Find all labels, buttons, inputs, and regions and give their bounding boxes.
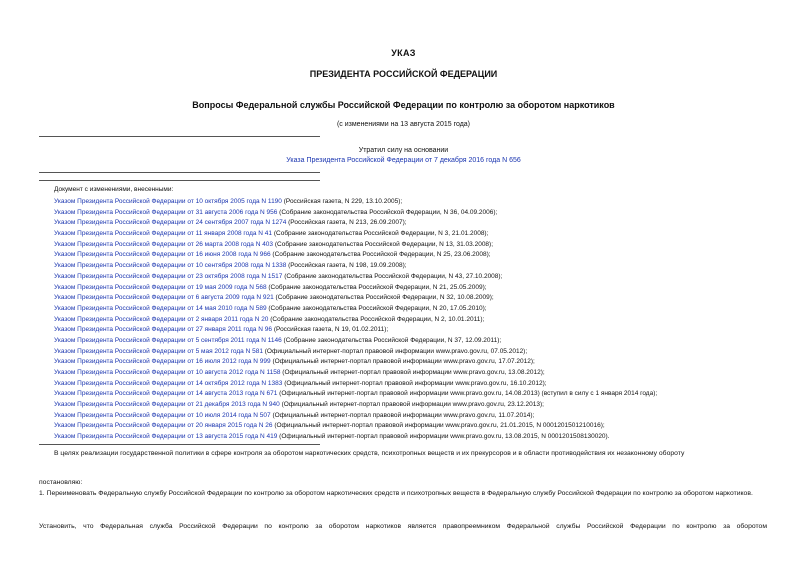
amendment-source: (Российская газета, N 19, 01.02.2011); [272,326,389,334]
amendment-item [54,357,657,368]
separator-line [39,136,320,137]
amendment-source: (Собрание законодательства Российской Федерации, N 2, 10.01.2011); [268,315,485,323]
amendment-source: (Российская газета, N 229, 13.10.2005); [281,198,403,205]
amendment-link[interactable]: Указом Президента Российской Федерации от 10 октября 2005 года N 1190 [54,198,282,205]
amendment-item [54,336,657,347]
amendment-source: (Собрание законодательства Российской Федерации, N 43, 27.10.2008); [282,272,503,280]
amendment-source: (Собрание законодательства Российской Федерации, N 37, 12.09.2011); [281,336,502,344]
amendment-source: (Собрание законодательства Российской Федерации, N 36, 04.09.2006); [277,208,498,216]
amendment-link[interactable]: Указом Президента Российской Федерации от 5 сентября 2011 года N 1146 [54,336,282,344]
amendment-item [54,218,657,229]
amendment-source: (Официальный интернет-портал правовой информации www.pravo.gov.ru, 11.07.2014); [270,411,535,419]
amendment-link[interactable]: Указом Президента Российской Федерации от 13 августа 2015 года N 419 [54,433,278,441]
amendment-source: (Официальный интернет-портал правовой информации www.pravo.gov.ru, 17.07.2012); [270,358,535,366]
amendment-item [54,229,657,240]
amendment-item [54,272,657,283]
amendment-link[interactable]: Указом Президента Российской Федерации от 20 января 2015 года N 26 [54,422,273,430]
amendment-item [54,208,657,219]
amendment-source: (Официальный интернет-портал правовой информации www.pravo.gov.ru, 13.08.2015, N 0001201508130020). [277,433,610,441]
amendment-source: (Собрание законодательства Российской Федерации, N 32, 10.08.2009); [273,294,494,302]
amendment-link[interactable]: Указом Президента Российской Федерации от 31 августа 2006 года N 956 [54,208,278,216]
amendment-item [54,347,657,358]
amendment-source: (Официальный интернет-портал правовой информации www.pravo.gov.ru, 07.05.2012); [262,347,528,355]
amendment-link[interactable]: Указом Президента Российской Федерации от 14 октября 2012 года N 1383 [54,379,283,387]
amendment-source: (Официальный интернет-портал правовой информации www.pravo.gov.ru, 21.01.2015, N 0001201501210016); [272,422,605,430]
amendment-link[interactable]: Указом Президента Российской Федерации от 10 августа 2012 года N 1158 [54,369,281,376]
revision-note: (с изменениями на 13 августа 2015 года) [336,121,471,128]
amendment-source: (Российская газета, N 213, 26.09.2007); [286,219,407,227]
amendment-link[interactable]: Указом Президента Российской Федерации от 27 января 2011 года N 96 [54,326,273,334]
amendment-link[interactable]: Указом Президента Российской Федерации от 5 мая 2012 года N 581 [54,347,263,355]
amendment-source: (Официальный интернет-портал правовой информации www.pravo.gov.ru, 16.10.2012); [282,379,547,387]
amendment-link[interactable]: Указом Президента Российской Федерации от 10 сентября 2008 года N 1338 [54,262,287,270]
amendment-link[interactable]: Указом Президента Российской Федерации от 14 августа 2013 года N 671 [54,390,278,398]
amendment-source: (Официальный интернет-портал правовой информации www.pravo.gov.ru, 23.12.2013); [279,401,544,409]
amendment-item [54,379,657,390]
amendment-item [54,250,657,261]
decree-word: постановляю: [39,479,83,486]
lost-force-label: Утратил силу на основании [358,147,449,154]
amendment-item [54,240,657,251]
amendment-item [54,421,657,432]
amendment-source: (Собрание законодательства Российской Федерации, N 21, 25.05.2009); [266,283,487,291]
amendment-link[interactable]: Указом Президента Российской Федерации от 14 мая 2010 года N 589 [54,304,267,312]
amendment-item [54,368,657,379]
amendment-item [54,400,657,411]
amendment-source: (Официальный интернет-портал правовой информации www.pravo.gov.ru, 13.08.2012); [280,369,545,376]
amendment-link[interactable]: Указом Президента Российской Федерации от 10 июля 2014 года N 507 [54,411,271,419]
amendments-list [54,197,657,443]
amendment-source: (Собрание законодательства Российской Федерации, N 13, 31.03.2008); [273,240,494,248]
clause-2-paragraph: Установить, что Федеральная служба Российской Федерации по контролю за оборотом наркотиков является правопреемником Федеральной службы Российской Федерации по контролю за оборотом [39,523,767,530]
amendment-item [54,304,657,315]
amendment-link[interactable]: Указом Президента Российской Федерации от 19 мая 2009 года N 568 [54,283,267,291]
amendment-link[interactable]: Указом Президента Российской Федерации от 21 декабря 2013 года N 940 [54,401,280,409]
amendment-link[interactable]: Указом Президента Российской Федерации от 16 июля 2012 года N 999 [54,358,271,366]
amendment-source: (Собрание законодательства Российской Федерации, N 25, 23.06.2008); [270,251,491,259]
document-subtitle: Вопросы Федеральной службы Российской Федерации по контролю за оборотом наркотиков [192,100,615,110]
preamble-paragraph: В целях реализации государственной политики в сфере контроля за оборотом наркотических средств, психотропных веществ и их прекурсоров и в области противодействия их незаконному обороту [54,450,685,457]
amendment-item [54,389,657,400]
amendment-source: (Собрание законодательства Российской Федерации, N 3, 21.01.2008); [272,230,489,238]
amendment-link[interactable]: Указом Президента Российской Федерации от 2 января 2011 года N 20 [54,315,269,323]
amendments-header: Документ с изменениями, внесенными: [54,186,174,193]
document-type-title: УКАЗ [391,48,416,58]
amendment-link[interactable]: Указом Президента Российской Федерации от 16 июня 2008 года N 966 [54,251,271,259]
amendment-source: (Российская газета, N 198, 19.09.2008); [286,262,407,270]
amendment-item [54,261,657,272]
issuer-title: ПРЕЗИДЕНТА РОССИЙСКОЙ ФЕДЕРАЦИИ [309,69,498,79]
amendment-link[interactable]: Указом Президента Российской Федерации от 11 января 2008 года N 41 [54,230,273,238]
separator-line [39,172,320,173]
clause-1-paragraph: 1. Переименовать Федеральную службу Российской Федерации по контролю за оборотом наркотических средств и психотропных веществ в Федеральную службу Российской Федерации по контролю за оборотом наркотиков. [39,490,753,497]
amendment-item [54,411,657,422]
amendment-link[interactable]: Указом Президента Российской Федерации от 23 октября 2008 года N 1517 [54,272,283,280]
separator-line [39,444,320,445]
amendment-source: (Собрание законодательства Российской Федерации, N 20, 17.05.2010); [266,304,487,312]
amendment-link[interactable]: Указом Президента Российской Федерации от 6 августа 2009 года N 921 [54,294,274,302]
amendment-item [54,315,657,326]
amendment-link[interactable]: Указом Президента Российской Федерации от 24 сентября 2007 года N 1274 [54,219,287,227]
amendment-item [54,432,657,443]
amendment-item [54,197,657,208]
amendment-link[interactable]: Указом Президента Российской Федерации от 26 марта 2008 года N 403 [54,240,274,248]
lost-force-link[interactable]: Указа Президента Российской Федерации от 7 декабря 2016 года N 656 [286,157,521,164]
separator-line [39,180,320,181]
amendment-source: (Официальный интернет-портал правовой информации www.pravo.gov.ru, 14.08.2013) (вступил в силу с 1 января 2014 года); [277,390,658,398]
amendment-item [54,325,657,336]
amendment-item [54,283,657,294]
amendment-item [54,293,657,304]
